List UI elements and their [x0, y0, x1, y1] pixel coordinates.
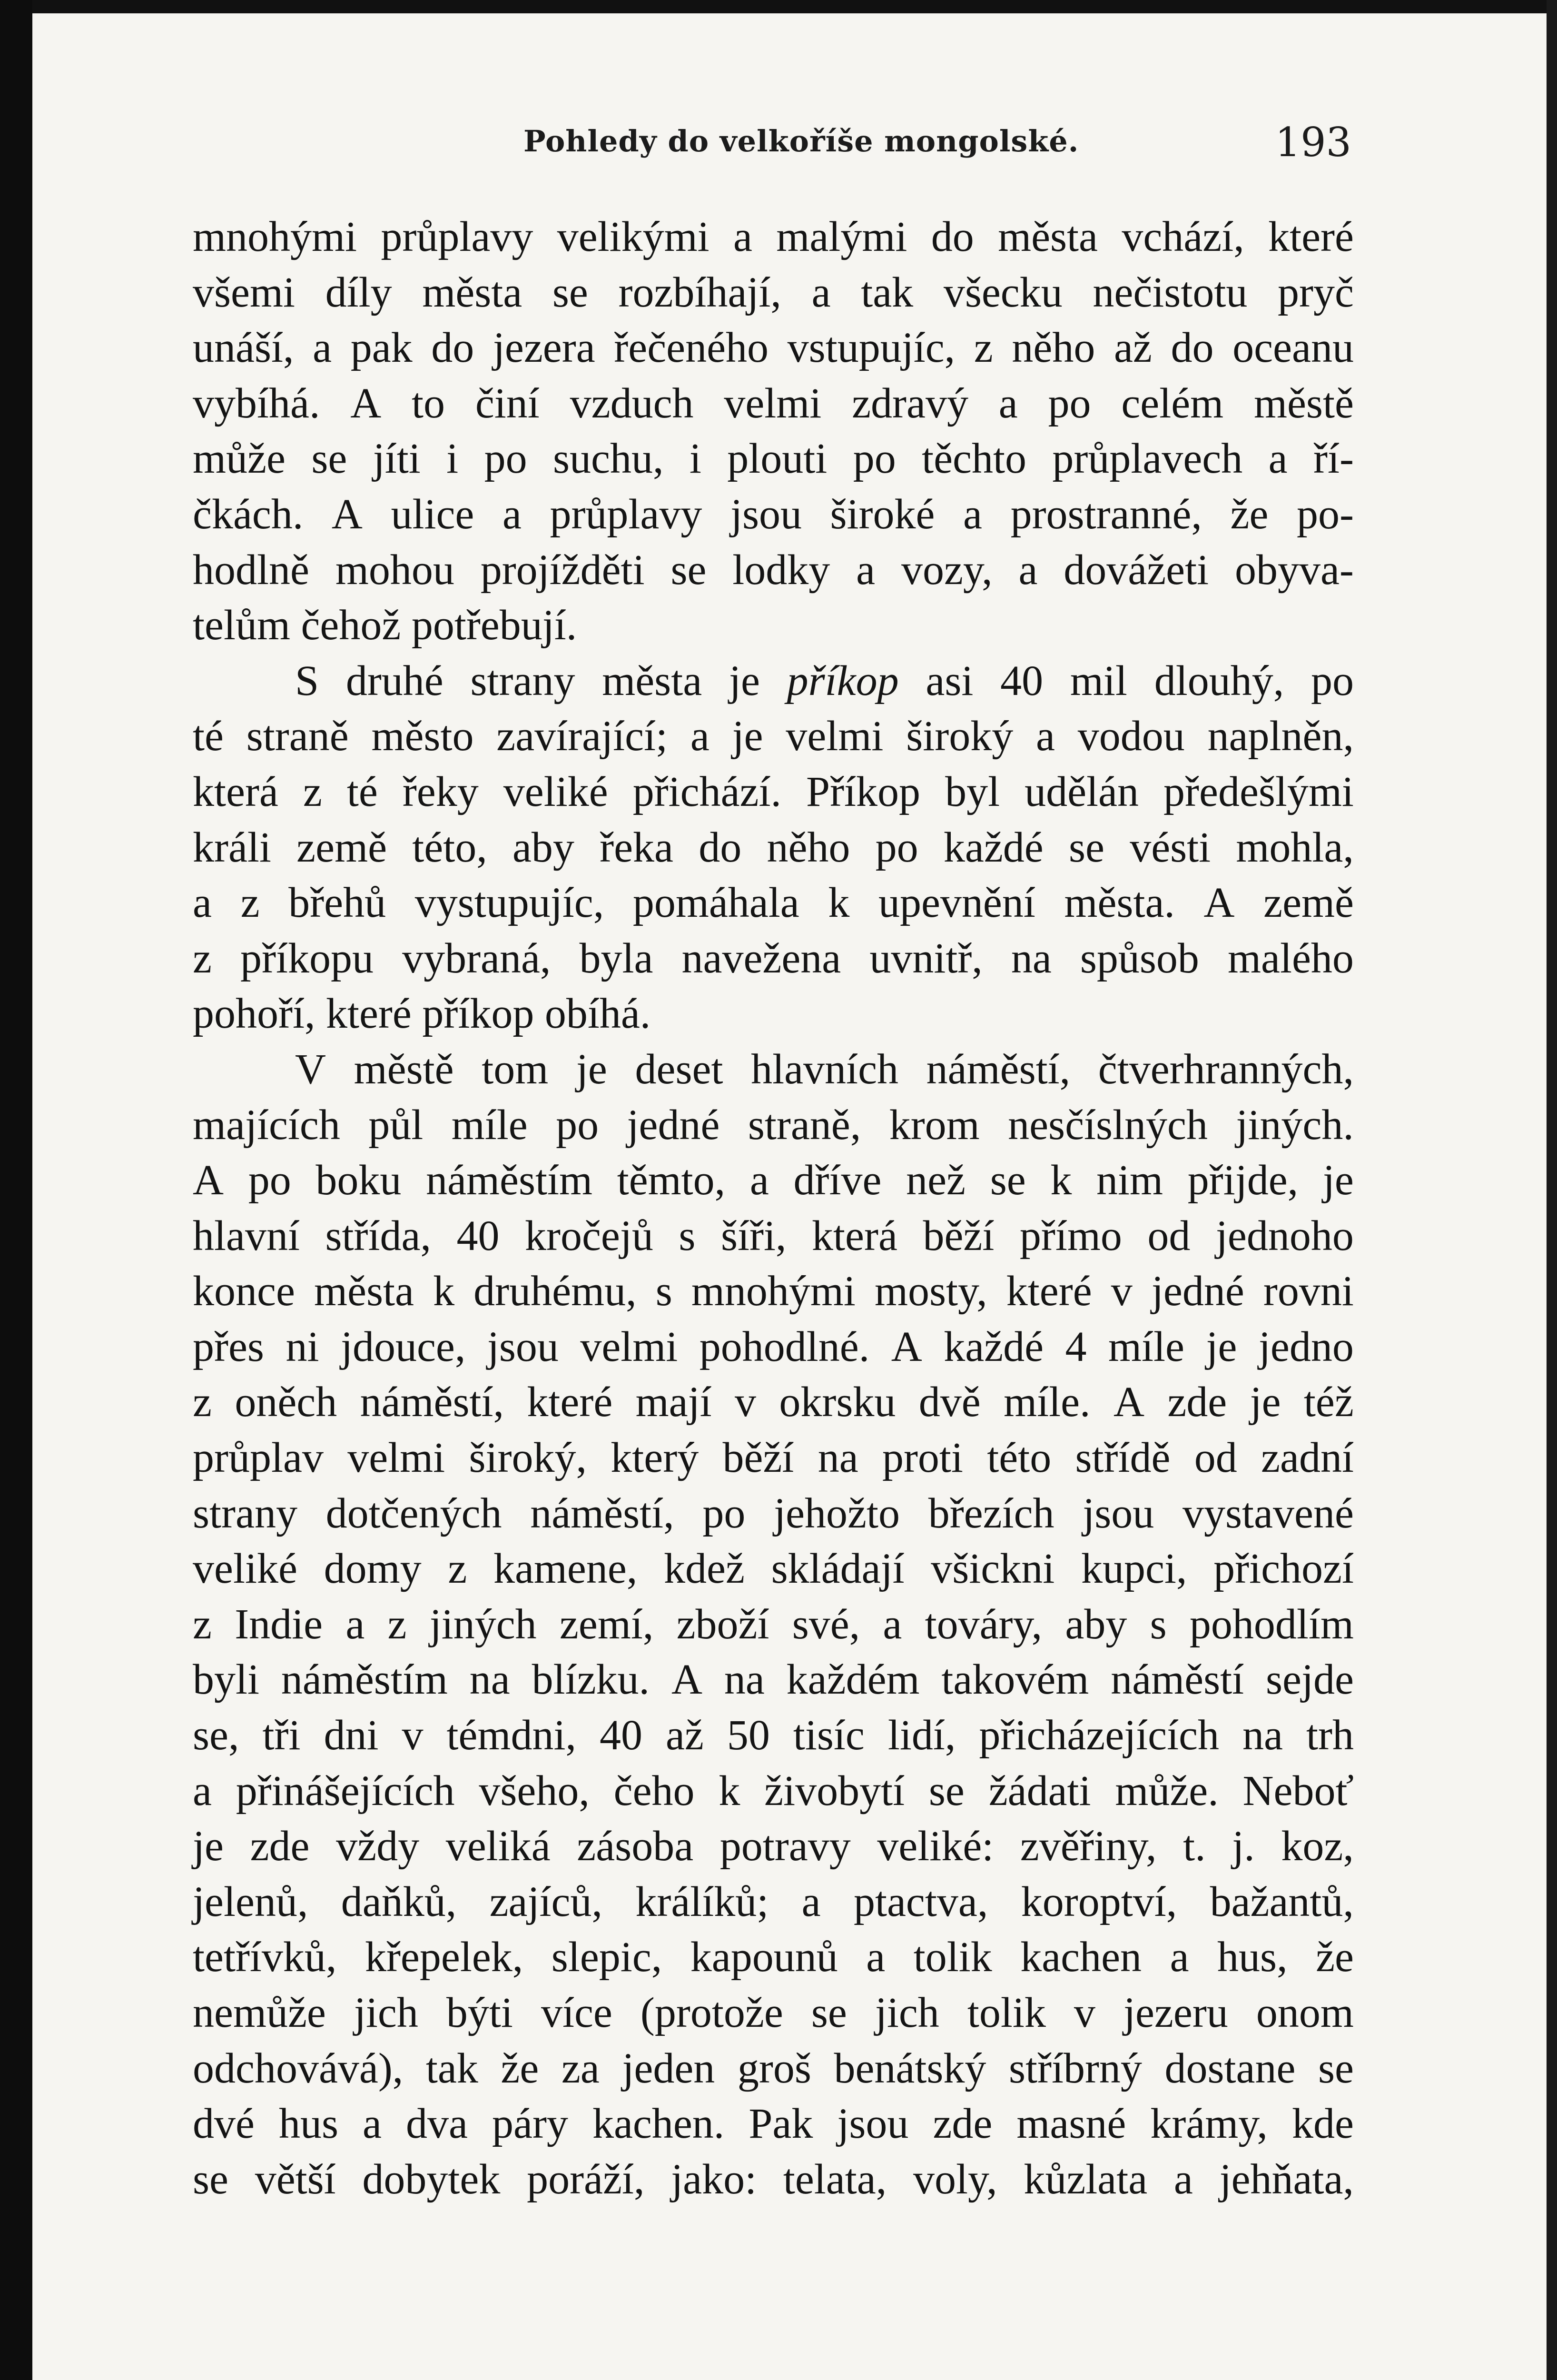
text-line: A po boku náměstím těmto, a dříve než se k nim přijde, je	[193, 1157, 1354, 1204]
text-line: odchovává), tak že za jeden groš benátský stříbrný dostane se	[193, 2044, 1354, 2092]
text-line: konce města k druhému, s mnohými mosty, které v jedné rovni	[193, 1268, 1354, 1315]
text-line: králi země této, aby řeka do něho po každé se vésti mohla,	[193, 823, 1354, 871]
text-line: se, tři dni v témdni, 40 až 50 tisíc lidí, přicházejících na trh	[193, 1712, 1354, 1759]
text-line: S druhé strany města je příkop asi 40 mil dlouhý, po	[295, 657, 1354, 704]
text-line: z Indie a z jiných zemí, zboží své, a továry, aby s pohodlím	[193, 1600, 1354, 1648]
scan-border-right	[1547, 0, 1557, 2380]
page-header	[523, 119, 1351, 171]
text-line: z oněch náměstí, které mají v okrsku dvě míle. A zde je též	[193, 1378, 1354, 1426]
text-line: pohoří, které příkop obíhá.	[193, 990, 651, 1038]
running-head: Pohledy do velkoříše mongolské.	[523, 124, 1079, 159]
text-line: mnohými průplavy velikými a malými do města vchází, které	[193, 213, 1354, 260]
text-line: se větší dobytek poráží, jako: telata, voly, kůzlata a jehňata,	[193, 2155, 1354, 2203]
scan-border-left	[0, 0, 32, 2380]
text-line: unáší, a pak do jezera řečeného vstupujíc, z něho až do oceanu	[193, 324, 1354, 372]
text-line: může se jíti i po suchu, i plouti po těchto průplavech a ří-	[193, 435, 1354, 483]
text-line: strany dotčených náměstí, po jehožto březích jsou vystavené	[193, 1489, 1354, 1537]
text-line: průplav velmi široký, který běží na proti této střídě od zadní	[193, 1434, 1354, 1482]
scan-border-top	[0, 0, 1557, 13]
text-line: čkách. A ulice a průplavy jsou široké a prostranné, že po-	[193, 490, 1354, 538]
text-line: veliké domy z kamene, kdež skládají všickni kupci, přichozí	[193, 1545, 1354, 1593]
text-line: z příkopu vybraná, byla navežena uvnitř, na spůsob malého	[193, 934, 1354, 982]
page-number: 193	[1275, 119, 1351, 166]
text-line: tetřívků, křepelek, slepic, kapounů a tolik kachen a hus, že	[193, 1934, 1354, 1981]
text-line: majících půl míle po jedné straně, krom nesčíslných jiných.	[193, 1101, 1354, 1149]
body-text	[193, 209, 1354, 2207]
text-line: vybíhá. A to činí vzduch velmi zdravý a po celém městě	[193, 379, 1354, 427]
text-line: hodlně mohou projížděti se lodky a vozy, a dovážeti obyva-	[193, 546, 1354, 594]
text-line: telům čehož potřebují.	[193, 602, 577, 649]
text-line: a přinášejících všeho, čeho k živobytí se žádati může. Neboť	[193, 1767, 1354, 1815]
text-line: je zde vždy veliká zásoba potravy veliké: zvěřiny, t. j. koz,	[193, 1823, 1354, 1870]
text-line: dvé hus a dva páry kachen. Pak jsou zde masné krámy, kde	[193, 2100, 1354, 2148]
text-line: a z břehů vystupujíc, pomáhala k upevnění města. A země	[193, 879, 1354, 927]
text-line: která z té řeky veliké přichází. Příkop byl udělán předešlými	[193, 768, 1354, 815]
text-line: hlavní střída, 40 kročejů s šíři, která běží přímo od jednoho	[193, 1212, 1354, 1259]
text-line: V městě tom je deset hlavních náměstí, čtverhranných,	[295, 1045, 1354, 1093]
text-line: nemůže jich býti více (protože se jich tolik v jezeru onom	[193, 1989, 1354, 2036]
text-line: té straně město zavírající; a je velmi široký a vodou naplněn,	[193, 713, 1354, 760]
text-line: byli náměstím na blízku. A na každém takovém náměstí sejde	[193, 1656, 1354, 1704]
text-line: přes ni jdouce, jsou velmi pohodlné. A každé 4 míle je jedno	[193, 1323, 1354, 1370]
text-line: všemi díly města se rozbíhají, a tak všecku nečistotu pryč	[193, 268, 1354, 316]
text-line: jelenů, daňků, zajíců, králíků; a ptactva, koroptví, bažantů,	[193, 1878, 1354, 1925]
